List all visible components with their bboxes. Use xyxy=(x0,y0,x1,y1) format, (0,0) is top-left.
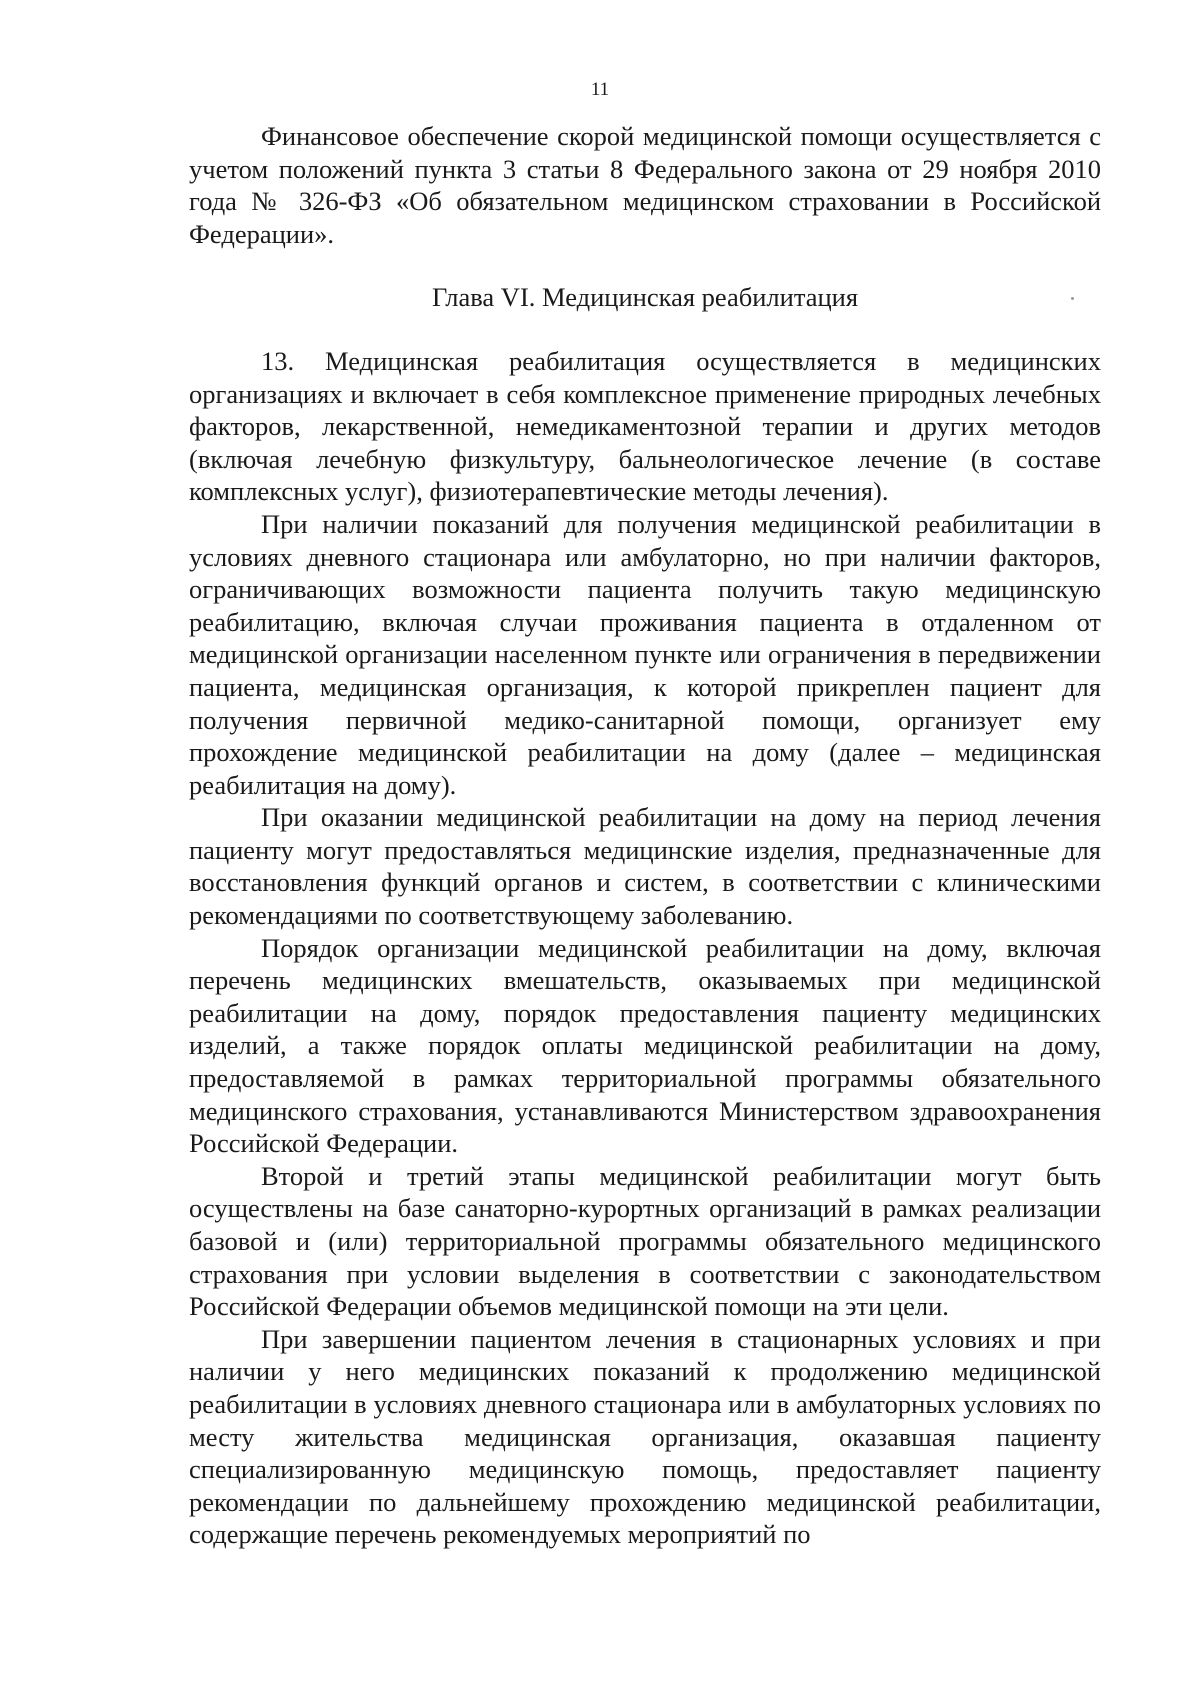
paragraph-medical-devices: При оказании медицинской реабилитации на дому на период лечения пациенту могут предоставляться медицинские изделия, предназначенные для восстановления функций органов и систем, в соответствии с клиническими рекомендациями по соответствующему заболеванию. xyxy=(189,802,1101,931)
document-body xyxy=(189,120,1101,1551)
page-number: 11 xyxy=(590,79,610,100)
intro-paragraph: Финансовое обеспечение скорой медицинской помощи осуществляется с учетом положений пункта 3 статьи 8 Федерального закона от 29 ноября 2010 года № 326-ФЗ «Об обязательном медицинском страховании в Российской Федерации». xyxy=(189,121,1101,249)
paragraph-organization-procedure: Порядок организации медицинской реабилитации на дому, включая перечень медицинских вмешательств, оказываемых при медицинской реабилитации на дому, порядок предоставления пациенту медицинских изделий, а также порядок оплаты медицинской реабилитации на дому, предоставляемой в рамках территориальной программы обязательного медицинского страхования, устанавливаются Министерством здравоохранения Российской Федерации. xyxy=(189,932,1101,1159)
chapter-heading: Глава VI. Медицинская реабилитация xyxy=(431,282,859,313)
paragraph-13: 13. Медицинская реабилитация осуществляется в медицинских организациях и включает в себя комплексное применение природных лечебных факторов, лекарственной, немедикаментозной терапии и других методов (включая лечебную физкультуру, бальнеологическое лечение (в составе комплексных услуг), физиотерапевтические методы лечения). xyxy=(189,345,1101,507)
paragraph-rehab-stages: Второй и третий этапы медицинской реабилитации могут быть осуществлены на базе санаторно-курортных организаций в рамках реализации базовой и (или) территориальной программы обязательного медицинского страхования при условии выделения в соответствии с законодательством Российской Федерации объемов медицинской помощи на эти цели. xyxy=(189,1160,1101,1322)
paragraph-home-rehab-indications: При наличии показаний для получения медицинской реабилитации в условиях дневного стационара или амбулаторно, но при наличии факторов, ограничивающих возможности пациента получить такую медицинскую реабилитацию, включая случаи проживания пациента в отдаленном от медицинской организации населенном пункте или ограничения в передвижении пациента, медицинская организация, к которой прикреплен пациент для получения первичной медико-санитарной помощи, организует ему прохождение медицинской реабилитации на дому (далее – медицинская реабилитация на дому). xyxy=(189,508,1101,800)
paragraph-discharge-recommendations: При завершении пациентом лечения в стационарных условиях и при наличии у него медицинских показаний к продолжению медицинской реабилитации в условиях дневного стационара или в амбулаторных условиях по месту жительства медицинская организация, оказавшая пациенту специализированную медицинскую помощь, предоставляет пациенту рекомендации по дальнейшему прохождению медицинской реабилитации, содержащие перечень рекомендуемых мероприятий по xyxy=(189,1323,1101,1550)
